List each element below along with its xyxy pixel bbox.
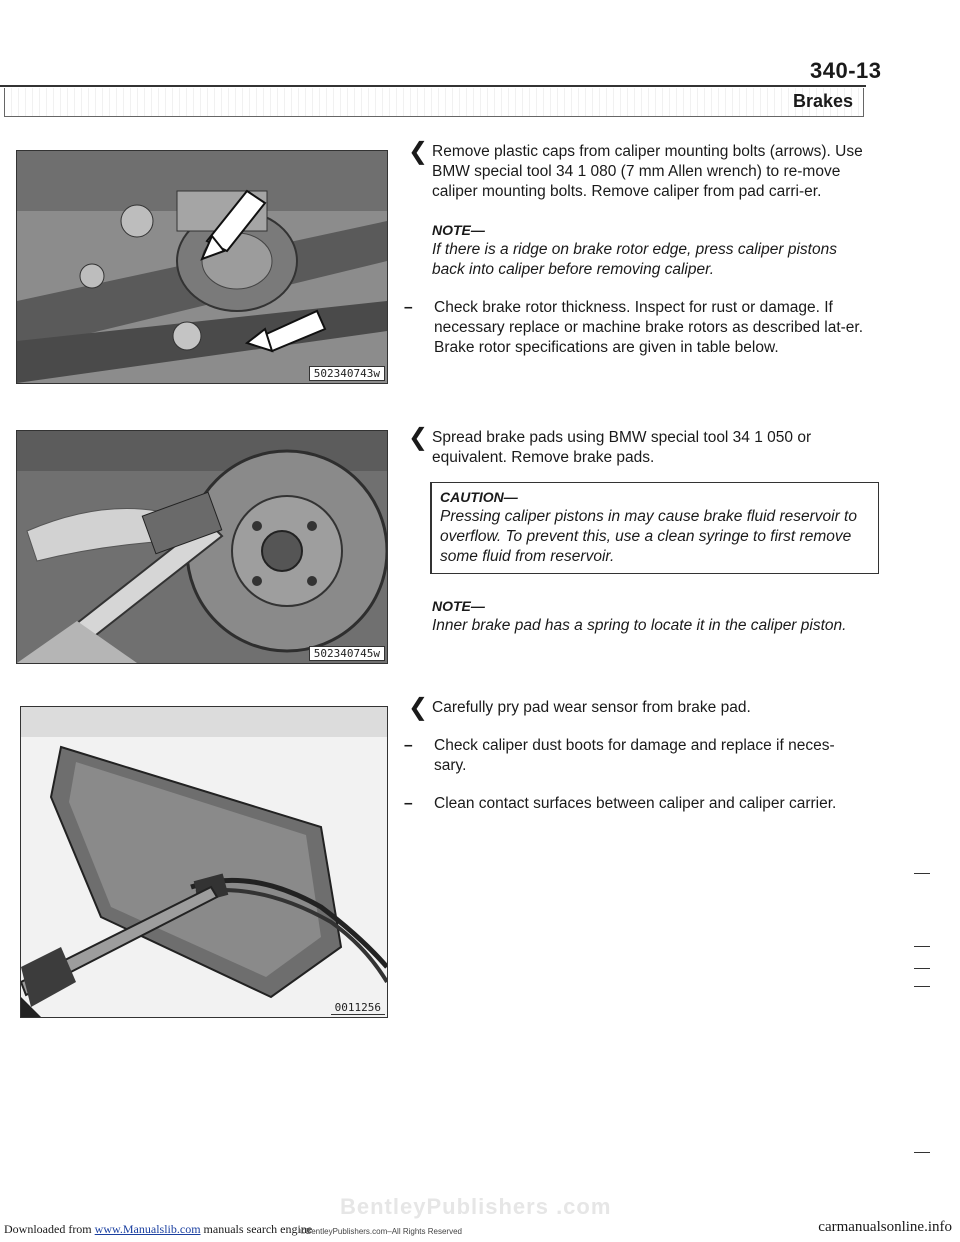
step-spread-pads <box>408 424 888 468</box>
downloaded-suffix: manuals search engine <box>203 1222 313 1236</box>
spreading-pads-photo <box>16 430 388 664</box>
step-text: Carefully pry pad wear sensor from brake pad. <box>432 699 751 716</box>
margin-tick <box>914 873 930 874</box>
caliper-bolts-photo <box>16 150 388 384</box>
procedure-block-3 <box>404 694 888 814</box>
page-number: 340-13 <box>810 58 882 83</box>
procedure-block-2 <box>408 424 888 636</box>
photo-id-label: 0011256 <box>331 1001 385 1015</box>
photo-id-label: 502340743w <box>309 366 385 381</box>
footer-brand[interactable]: carmanualsonline.info <box>818 1219 952 1235</box>
note-text: If there is a ridge on brake rotor edge, press caliper pistons back into caliper before removing caliper. <box>432 241 837 278</box>
step-text: Remove plastic caps from caliper mounting bolts (arrows). Use BMW special tool 34 1 080 (7 mm Allen wrench) to re-move caliper mounting bolts. Remove caliper from pad carri-er. <box>432 143 863 200</box>
caution-box <box>430 482 879 574</box>
step-clean-surfaces <box>404 794 888 814</box>
left-arrow-icon: ❮ <box>408 694 429 721</box>
dash-bullet: – <box>404 299 413 316</box>
note-label: NOTE— <box>432 222 485 238</box>
section-title: Brakes <box>792 91 853 111</box>
step-check-dust-boots <box>404 736 888 776</box>
dash-bullet: – <box>404 737 413 754</box>
pad-wear-sensor-photo <box>20 706 388 1018</box>
step-text: Check caliper dust boots for damage and replace if neces-sary. <box>434 737 835 774</box>
step-text: Clean contact surfaces between caliper and caliper carrier. <box>434 795 837 812</box>
step-text: Check brake rotor thickness. Inspect for rust or damage. If necessary replace or machine brake rotors as described lat-er. Brake rotor specifications are given in table below. <box>434 299 864 356</box>
header-rule <box>0 85 866 87</box>
margin-tick <box>914 968 930 969</box>
margin-tick <box>914 1152 930 1153</box>
download-source <box>4 1222 312 1237</box>
step-check-rotor <box>404 298 888 358</box>
caution-label: CAUTION— <box>440 489 518 505</box>
margin-tick <box>914 986 930 987</box>
left-arrow-icon: ❮ <box>408 138 429 165</box>
procedure-block-1 <box>404 138 888 358</box>
downloaded-prefix: Downloaded from <box>4 1222 92 1236</box>
manualslib-link[interactable]: www.Manualslib.com <box>94 1222 201 1236</box>
section-header-bar <box>4 88 864 117</box>
left-arrow-icon: ❮ <box>408 424 429 451</box>
margin-tick <box>914 946 930 947</box>
note <box>432 220 888 280</box>
note-label: NOTE— <box>432 598 485 614</box>
note-text: Inner brake pad has a spring to locate it in the caliper piston. <box>432 617 847 634</box>
dash-bullet: – <box>404 795 413 812</box>
step-text: Spread brake pads using BMW special tool 34 1 050 or equivalent. Remove brake pads. <box>432 429 812 466</box>
note <box>432 596 888 636</box>
step-pry-sensor <box>408 694 888 721</box>
publisher-watermark: BentleyPublishers .com <box>340 1194 612 1219</box>
photo-id-label: 502340745w <box>309 646 385 661</box>
step-remove-caliper <box>408 138 888 202</box>
copyright-notice: ©BentleyPublishers.com–All Rights Reserved <box>300 1227 462 1236</box>
caution-text: Pressing caliper pistons in may cause brake fluid reservoir to overflow. To prevent this, use a clean syringe to first remove some fluid from reservoir. <box>440 508 857 565</box>
